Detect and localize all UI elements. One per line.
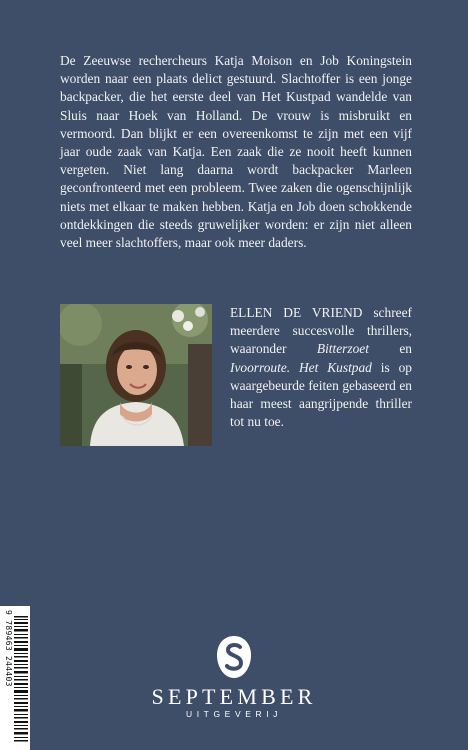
author-photo	[60, 304, 212, 446]
isbn-barcode	[0, 606, 30, 750]
back-cover-blurb: De Zeeuwse rechercheurs Katja Moison en Job Koningstein worden naar een plaats delict gestuurd. Slachtoffer is een jonge backpacker, die het eerste deel van Het Kustpad wandelde van Sluis naar Hoek van Holland. De vrouw is misbruikt en vermoord. Dan blijkt er een overeenkomst te zijn met een vijf jaar oude zaak van Katja. Een zaak die ze nooit heeft kunnen vergeten. Niet lang daarna wordt backpacker Marleen geconfronteerd met een probleem. Twee zaken die ogenschijnlijk niets met elkaar te maken hebben. Katja en Job doen schokkende ontdekkingen die steeds gruwelijker worden: er zijn niet alleen veel meer slachtoffers, maar ook meer daders.	[60, 53, 412, 251]
publisher-name: SEPTEMBER	[151, 684, 317, 709]
bio-text-1: ELLEN DE VRIEND schreef meerdere succesvolle thrillers, waaronder	[230, 305, 412, 357]
bio-text-2: en	[368, 341, 412, 357]
bio-text-3: is op waargebeurde feiten gebaseerd en haar meest aangrijpende thriller tot nu toe.	[230, 359, 412, 430]
september-logo-icon	[216, 635, 252, 679]
publisher-subtitle: UITGEVERIJ	[185, 709, 283, 719]
bio-book-title-2: Ivoorroute. Het Kustpad	[230, 359, 372, 375]
bio-book-title-1: Bitterzoet	[316, 341, 369, 357]
isbn-digits: 9 789463 244403	[4, 610, 13, 687]
author-bio	[230, 304, 412, 431]
